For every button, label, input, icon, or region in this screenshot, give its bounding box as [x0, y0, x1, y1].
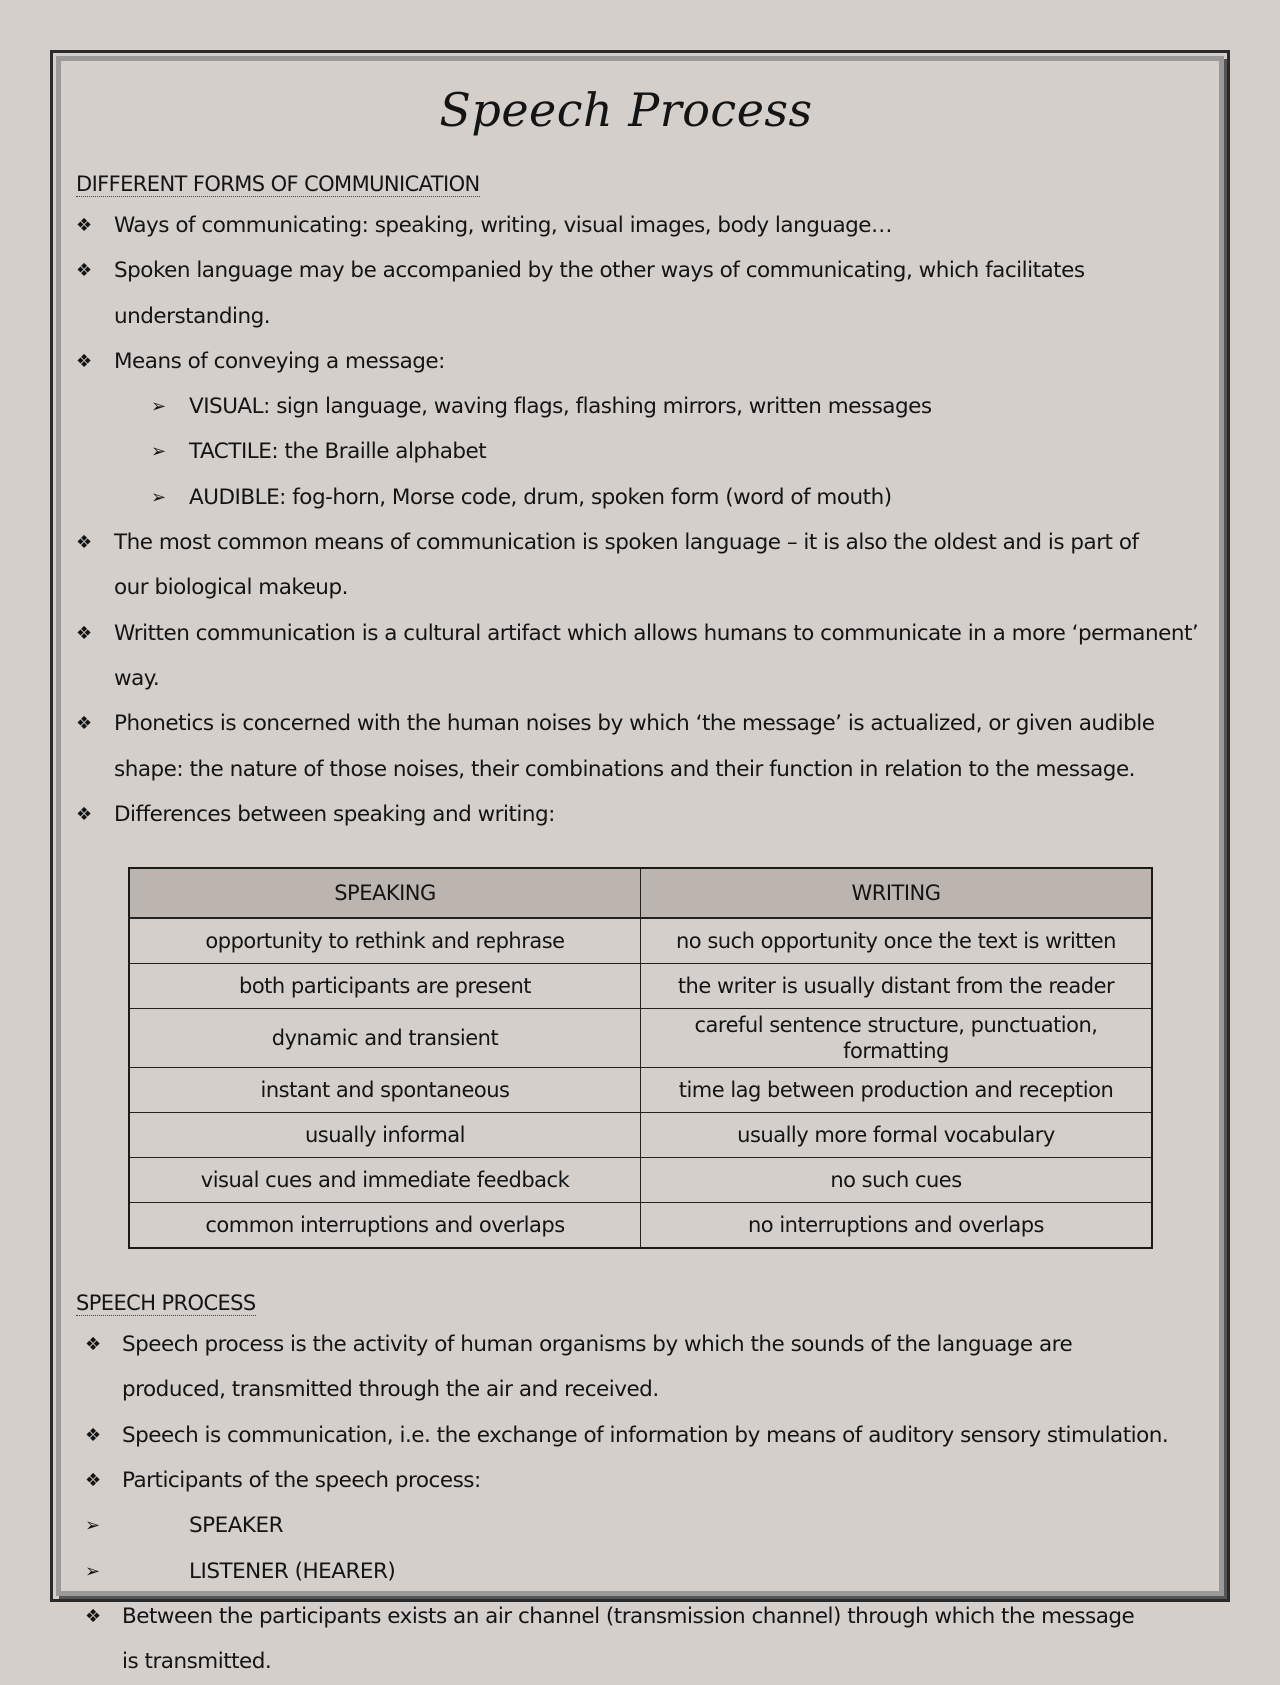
sub-list-item-text: VISUAL: sign language, waving flags, flashing mirrors, written messages	[189, 394, 932, 420]
sub-list-item-text: SPEAKER	[189, 1513, 284, 1539]
list-item	[76, 203, 1216, 248]
diamond-bullet-icon: ❖	[85, 1424, 101, 1446]
list-item	[76, 1594, 1216, 1685]
document-content	[76, 60, 1216, 1685]
table-cell-writing: usually more formal vocabulary	[641, 1113, 1153, 1158]
section-communication-forms	[76, 160, 1216, 1249]
diamond-bullet-icon: ❖	[76, 803, 92, 825]
diamond-bullet-icon: ❖	[85, 1605, 101, 1627]
list-item-text: Differences between speaking and writing:	[114, 801, 555, 827]
communication-bullet-list-continued	[76, 520, 1216, 837]
section-speech-process	[76, 1279, 1216, 1684]
list-item-text: Participants of the speech process:	[122, 1468, 481, 1494]
table-cell-speaking: opportunity to rethink and rephrase	[129, 918, 641, 964]
table-row	[129, 1158, 1152, 1203]
speaking-writing-table	[128, 867, 1153, 1249]
diamond-bullet-icon: ❖	[85, 1470, 101, 1492]
list-item-text: Means of conveying a message:	[114, 348, 445, 374]
means-sub-list	[76, 384, 1216, 520]
list-item	[76, 339, 1216, 384]
sub-list-item	[76, 1549, 1216, 1594]
table-cell-speaking: common interruptions and overlaps	[129, 1203, 641, 1249]
list-item-text: The most common means of communication is spoken language – it is also the oldest and is part of our biological makeup.	[114, 530, 1139, 601]
participants-sub-list	[76, 1503, 1216, 1594]
sub-list-item	[76, 384, 1216, 429]
list-item	[76, 792, 1216, 837]
arrowhead-bullet-icon: ➢	[151, 486, 166, 508]
list-item	[76, 520, 1216, 611]
list-item	[76, 611, 1216, 702]
section-heading-communication-forms: DIFFERENT FORMS OF COMMUNICATION	[76, 172, 480, 196]
table-cell-writing: no such cues	[641, 1158, 1153, 1203]
table-cell-writing: no such opportunity once the text is written	[641, 918, 1153, 964]
table-cell-writing: careful sentence structure, punctuation, formatting	[641, 1009, 1153, 1068]
list-item-text: Written communication is a cultural artifact which allows humans to communicate in a more ‘permanent’ way.	[114, 620, 1199, 691]
list-item-text: Phonetics is concerned with the human noises by which ‘the message’ is actualized, or given audible shape: the nature of those noises, their combinations and their function in relation to the message.	[114, 711, 1155, 782]
list-item	[76, 1322, 1216, 1413]
table-cell-speaking: instant and spontaneous	[129, 1068, 641, 1113]
arrowhead-bullet-icon: ➢	[151, 396, 166, 418]
list-item	[76, 701, 1216, 792]
list-item	[76, 1413, 1216, 1458]
communication-bullet-list	[76, 203, 1216, 384]
table-row	[129, 1113, 1152, 1158]
table-header-row	[129, 868, 1152, 918]
table-cell-speaking: usually informal	[129, 1113, 641, 1158]
table-row	[129, 964, 1152, 1009]
list-item-text: Spoken language may be accompanied by the other ways of communicating, which facilitates understanding.	[114, 258, 1085, 329]
table-row	[129, 1068, 1152, 1113]
table-cell-writing: the writer is usually distant from the reader	[641, 964, 1153, 1009]
sub-list-item	[76, 429, 1216, 474]
table-cell-speaking: visual cues and immediate feedback	[129, 1158, 641, 1203]
diamond-bullet-icon: ❖	[85, 1334, 101, 1356]
table-cell-writing: no interruptions and overlaps	[641, 1203, 1153, 1249]
diamond-bullet-icon: ❖	[76, 713, 92, 735]
sub-list-item-text: AUDIBLE: fog-horn, Morse code, drum, spoken form (word of mouth)	[189, 484, 892, 510]
table-cell-speaking: both participants are present	[129, 964, 641, 1009]
arrowhead-bullet-icon: ➢	[151, 441, 166, 463]
sub-list-item-text: LISTENER (HEARER)	[189, 1558, 396, 1584]
speech-process-bullet-list-continued	[76, 1594, 1216, 1685]
sub-list-item-text: TACTILE: the Braille alphabet	[189, 439, 487, 465]
diamond-bullet-icon: ❖	[76, 532, 92, 554]
arrowhead-bullet-icon: ➢	[85, 1515, 100, 1537]
list-item-text: Speech process is the activity of human organisms by which the sounds of the language are produced, transmitted through the air and received.	[122, 1332, 1073, 1403]
diamond-bullet-icon: ❖	[76, 622, 92, 644]
arrowhead-bullet-icon: ➢	[85, 1560, 100, 1582]
list-item-text: Speech is communication, i.e. the exchange of information by means of auditory sensory stimulation.	[122, 1422, 1169, 1448]
column-header-speaking: SPEAKING	[129, 868, 641, 918]
list-item	[76, 1458, 1216, 1503]
list-item-text: Between the participants exists an air channel (transmission channel) through which the message is transmitted.	[122, 1603, 1135, 1675]
list-item-text: Ways of communicating: speaking, writing, visual images, body language…	[114, 213, 893, 238]
section-heading-speech-process: SPEECH PROCESS	[76, 1291, 256, 1316]
speech-process-bullet-list	[76, 1322, 1216, 1503]
table-row	[129, 918, 1152, 964]
page-title: Speech Process	[439, 83, 813, 137]
table-row	[129, 1203, 1152, 1249]
diamond-bullet-icon: ❖	[76, 260, 92, 282]
list-item	[76, 248, 1216, 339]
diamond-bullet-icon: ❖	[76, 215, 92, 236]
table-cell-speaking: dynamic and transient	[129, 1009, 641, 1068]
sub-list-item	[76, 475, 1216, 520]
sub-list-item	[76, 1503, 1216, 1548]
table-cell-writing: time lag between production and reception	[641, 1068, 1153, 1113]
column-header-writing: WRITING	[641, 868, 1153, 918]
diamond-bullet-icon: ❖	[76, 350, 92, 372]
table-row	[129, 1009, 1152, 1068]
